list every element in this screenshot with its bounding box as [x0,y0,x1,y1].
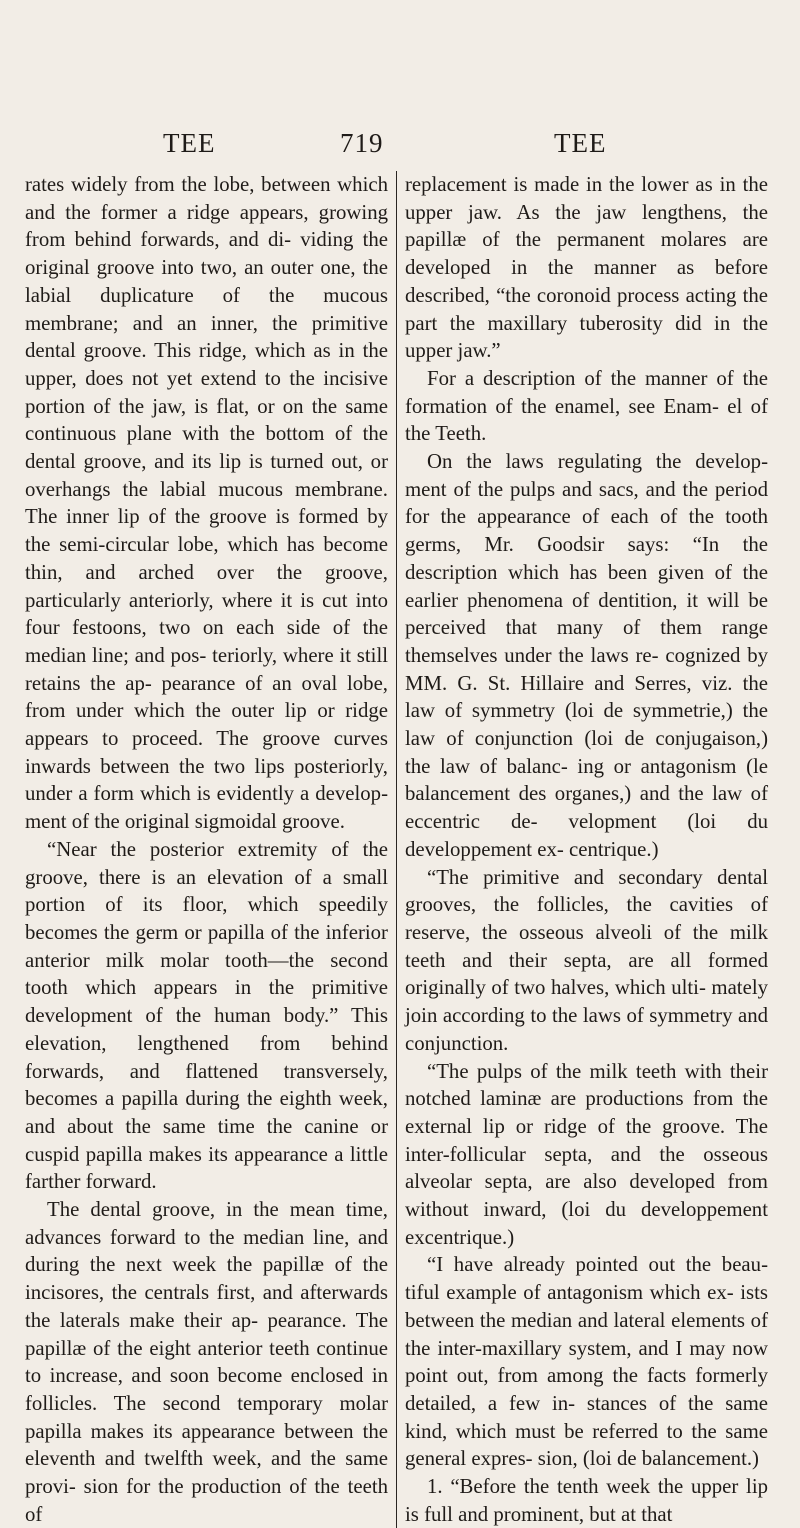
paragraph: “The primitive and secondary dental grooves, the follicles, the cavities of reserve, the osseous alveoli of the milk teeth and their septa, are all formed originally of two halves, which ulti- mately join according to the laws of symmetry and conjunction. [405,865,768,1055]
paragraph: On the laws regulating the develop- ment of the pulps and sacs, and the period for the appearance of each of the tooth germs, Mr. Goodsir says: “In the description which has been given of the earlier phenomena of dentition, it will be perceived that many of them range themselves under the laws re- cognized by MM. G. St. Hillaire and Serres, viz. the law of symmetry (loi de symmetrie,) the law of conjunction (loi de conjugaison,) the law of balanc- ing or antagonism (le balancement des organes,) and the law of eccentric de- velopment (loi du developpement ex- centrique.) [405,450,768,861]
right-column [397,171,768,1528]
paragraph: rates widely from the lobe, between which and the former a ridge appears, growing from behind forwards, and di- viding the original groove into two, an outer one, the labial duplicature of the mucous membrane; and an inner, the primitive dental groove. This ridge, which as in the upper, does not yet extend to the incisive portion of the jaw, is flat, or on the same continuous plane with the bottom of the dental groove, and its lip is turned out, or overhangs the labial mucous membrane. The inner lip of the groove is formed by the semi-circular lobe, which has become thin, and arched over the groove, particularly anteriorly, where it is cut into four festoons, two on each side of the median line; and pos- teriorly, where it still retains the ap- pearance of an oval lobe, from under which the outer lip or ridge appears to proceed. The groove curves inwards between the two lips posteriorly, under a form which is evidently a develop- ment of the original sigmoidal groove. [25,173,388,834]
header-right-word: TEE [554,128,607,158]
paragraph: The dental groove, in the mean time, advances forward to the median line, and during the next week the papillæ of the incisores, the centrals first, and afterwards the laterals make their ap- pearance. The papillæ of the eight anterior teeth continue to increase, and soon become enclosed in follicles. The second temporary molar papilla makes its appearance between the eleventh and twelfth week, and the same provi- sion for the production of the teeth of [25,1198,388,1526]
text-columns [25,171,770,1528]
page-number: 719 [340,128,384,158]
running-header [0,128,800,168]
paragraph: “The pulps of the milk teeth with their notched laminæ are productions from the external lip or ridge of the groove. The inter-follicular septa, and the osseous alveolar septa, are also developed from without inward, (loi du developpement excentrique.) [405,1059,768,1249]
paragraph: replacement is made in the lower as in the upper jaw. As the jaw lengthens, the papillæ of the permanent molares are developed in the manner as before described, “the coronoid process acting the part the maxillary tuberosity did in the upper jaw.” [405,173,768,363]
header-left-word: TEE [163,128,216,158]
paragraph: “Near the posterior extremity of the groove, there is an elevation of a small portion of its floor, which speedily becomes the germ or papilla of the inferior anterior milk molar tooth—the second tooth which appears in the primitive development of the human body.” This elevation, lengthened from behind forwards, and flattened transversely, becomes a papilla during the eighth week, and about the same time the canine or cuspid papilla makes its appearance a little farther forward. [25,837,388,1194]
paragraph: “I have already pointed out the beau- tiful example of antagonism which ex- ists between the median and lateral elements of the inter-maxillary system, and I may now point out, from among the facts formerly detailed, a few in- stances of the same kind, which must be referred to the same general expres- sion, (loi de balancement.) [405,1253,768,1471]
left-column [25,171,397,1528]
paragraph: 1. “Before the tenth week the upper lip is full and prominent, but at that [405,1475,768,1526]
paragraph: For a description of the manner of the formation of the enamel, see Enam- el of the Teeth. [405,366,768,446]
